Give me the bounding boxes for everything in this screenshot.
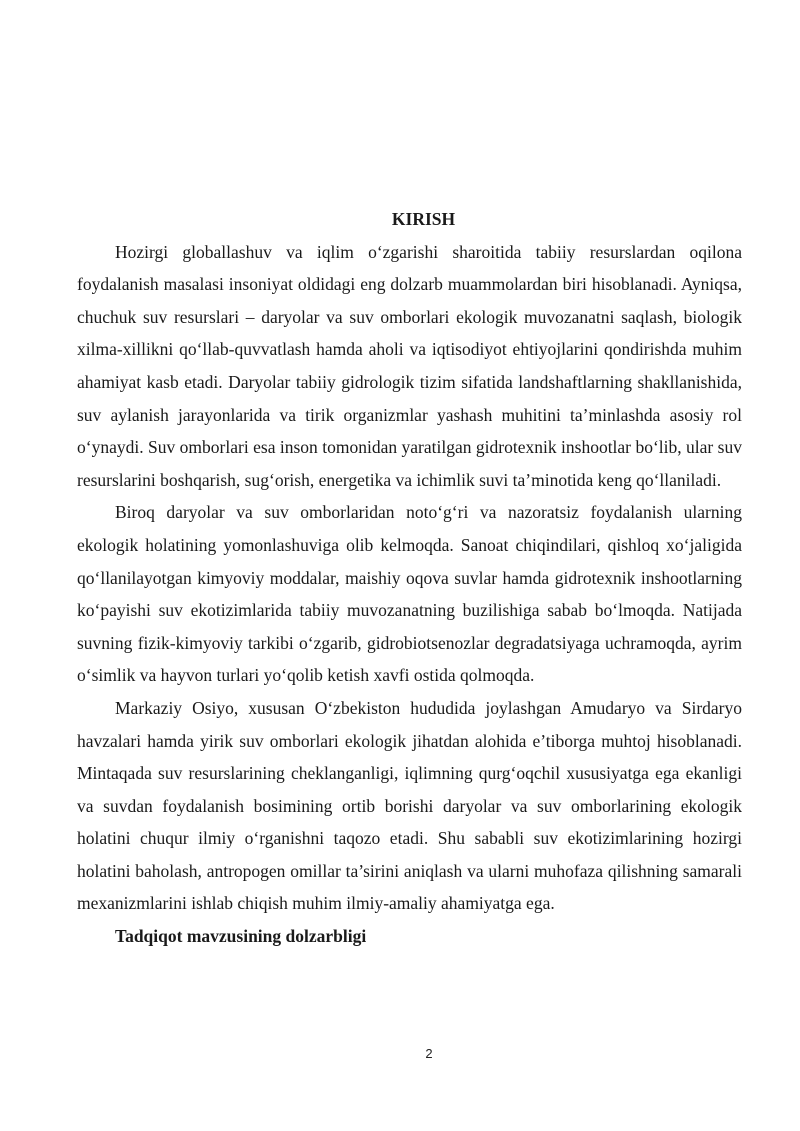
paragraph-3: Markaziy Osiyo, xususan O‘zbekiston hududida joylashgan Amudaryo va Sirdaryo havzalari hamda yirik suv omborlari ekologik jihatdan alohida e’tiborga muhtoj hisoblanadi. Mintaqada suv resurslarining cheklanganligi, iqlimning qurg‘oqchil xususiyatga ega ekanligi va suvdan foydalanish bosimining ortib borishi daryolar va suv omborlarining ekologik holatini chuqur ilmiy o‘rganishni taqozo etadi. Shu sababli suv ekotizimlarining hozirgi holatini baholash, antropogen omillar ta’sirini aniqlash va ularni muhofaza qilishning samarali mexanizmlarini ishlab chiqish muhim ilmiy-amaliy ahamiyatga ega. <box>77 697 742 914</box>
subsection-heading: Tadqiqot mavzusining dolzarbligi <box>115 926 367 947</box>
page-number: 2 <box>425 1046 433 1061</box>
paragraph-2: Biroq daryolar va suv omborlaridan noto‘g‘ri va nazoratsiz foydalanish ularning ekologik holatining yomonlashuviga olib kelmoqda. Sanoat chiqindilari, qishloq xo‘jaligida qo‘llanilayotgan kimyoviy moddalar, maishiy oqova suvlar hamda gidrotexnik inshootlarning ko‘payishi suv ekotizimlarida tabiiy muvozanatning buzilishiga sabab bo‘lmoqda. Natijada suvning fizik-kimyoviy tarkibi o‘zgarib, gidrobiotsenozlar degradatsiyaga uchramoqda, ayrim o‘simlik va hayvon turlari yo‘qolib ketish xavfi ostida qolmoqda. <box>77 502 742 686</box>
paragraph-1: Hozirgi globallashuv va iqlim o‘zgarishi sharoitida tabiiy resurslardan oqilona foydalanish masalasi insoniyat oldidagi eng dolzarb muammolardan biri hisoblanadi. Ayniqsa, chuchuk suv resurslari – daryolar va suv omborlari ekologik muvozanatni saqlash, biologik xilma-xillikni qo‘llab-quvvatlash hamda aholi va iqtisodiyot ehtiyojlarini qondirishda muhim ahamiyat kasb etadi. Daryolar tabiiy gidrologik tizim sifatida landshaftlarning shakllanishida, suv aylanish jarayonlarida va tirik organizmlar yashash muhitini ta’minlashda asosiy rol o‘ynaydi. Suv omborlari esa inson tomonidan yaratilgan gidrotexnik inshootlar bo‘lib, ular suv resurslarini boshqarish, sug‘orish, energetika va ichimlik suvi ta’minotida keng qo‘llaniladi. <box>77 241 742 490</box>
section-heading: KIRISH <box>391 209 456 229</box>
page-content <box>77 203 742 953</box>
